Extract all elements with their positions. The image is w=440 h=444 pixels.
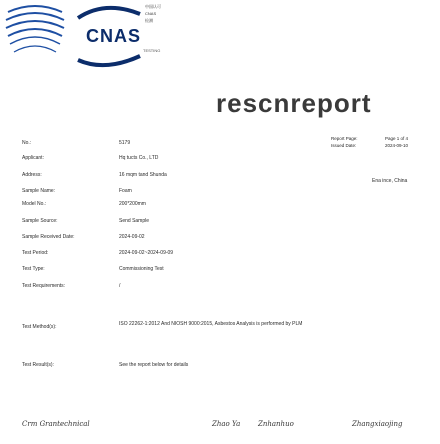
field-value-test-requirements: /: [119, 283, 121, 289]
field-label-applicant: Applicant:: [22, 155, 44, 161]
header-graphics: [0, 0, 440, 70]
field-value-sample-name: Foam: [119, 188, 132, 194]
signature-2: Zhao Ya: [212, 420, 241, 428]
signature-3: Znhanhuo: [258, 420, 294, 428]
field-value-sample-received-date: 2024-09-02: [119, 234, 145, 240]
field-label-sample-name: Sample Name:: [22, 188, 56, 194]
signature-4: Zhangxiaojing: [352, 420, 403, 428]
field-label-test-requirements: Test Requirements:: [22, 283, 66, 289]
issued-date-label: Issued Date:: [331, 143, 357, 148]
field-value-no: 5179: [119, 140, 131, 146]
field-label-test-methods: Test Method(s):: [22, 324, 57, 330]
issued-date-value: 2024-09-10: [385, 143, 409, 148]
field-value-model-no: 200*200mm: [119, 201, 146, 207]
cnas-logo-text: CNAS: [86, 26, 142, 46]
signature-1: Crm Grantechnical: [22, 420, 90, 428]
field-label-sample-received-date: Sample Received Date:: [22, 234, 75, 240]
top-right-text-3: 检测: [145, 18, 153, 23]
field-value-address: 16 mqm tand Shunda: [119, 172, 167, 178]
page-title: rescnreport: [216, 88, 372, 118]
accreditation-emblem: [6, 6, 64, 52]
top-right-text-2: CNAS: [145, 11, 157, 16]
top-right-text-1: 中国认可: [145, 4, 161, 9]
field-label-test-type: Test Type:: [22, 266, 45, 272]
field-value-test-results: See the report below for details: [119, 362, 189, 368]
field-label-model-no: Model No.:: [22, 201, 47, 207]
field-value-sample-source: Send Sample: [119, 218, 150, 224]
cnas-sublabel: TESTING: [143, 48, 161, 53]
field-value-test-type: Commissioning Test: [119, 266, 164, 272]
field-label-address: Address:: [22, 172, 42, 178]
field-label-test-results: Test Result(s):: [22, 362, 54, 368]
report-page-value: Page 1 of 4: [385, 136, 409, 141]
field-value-address-extra: Ena ince, China: [372, 178, 408, 184]
field-label-no: No.:: [22, 140, 32, 146]
field-label-sample-source: Sample Source:: [22, 218, 58, 224]
report-page-label: Report Page:: [331, 136, 358, 141]
field-value-test-methods: ISO 22262-1:2012 And NIOSH 9000:2015, Asbestos Analysis is performed by PLM: [119, 321, 303, 327]
field-value-applicant: Hq tucts Co., LTD: [119, 155, 159, 161]
field-label-test-period: Test Period:: [22, 250, 49, 256]
field-value-test-period: 2024-09-02~2024-09-09: [119, 250, 174, 256]
